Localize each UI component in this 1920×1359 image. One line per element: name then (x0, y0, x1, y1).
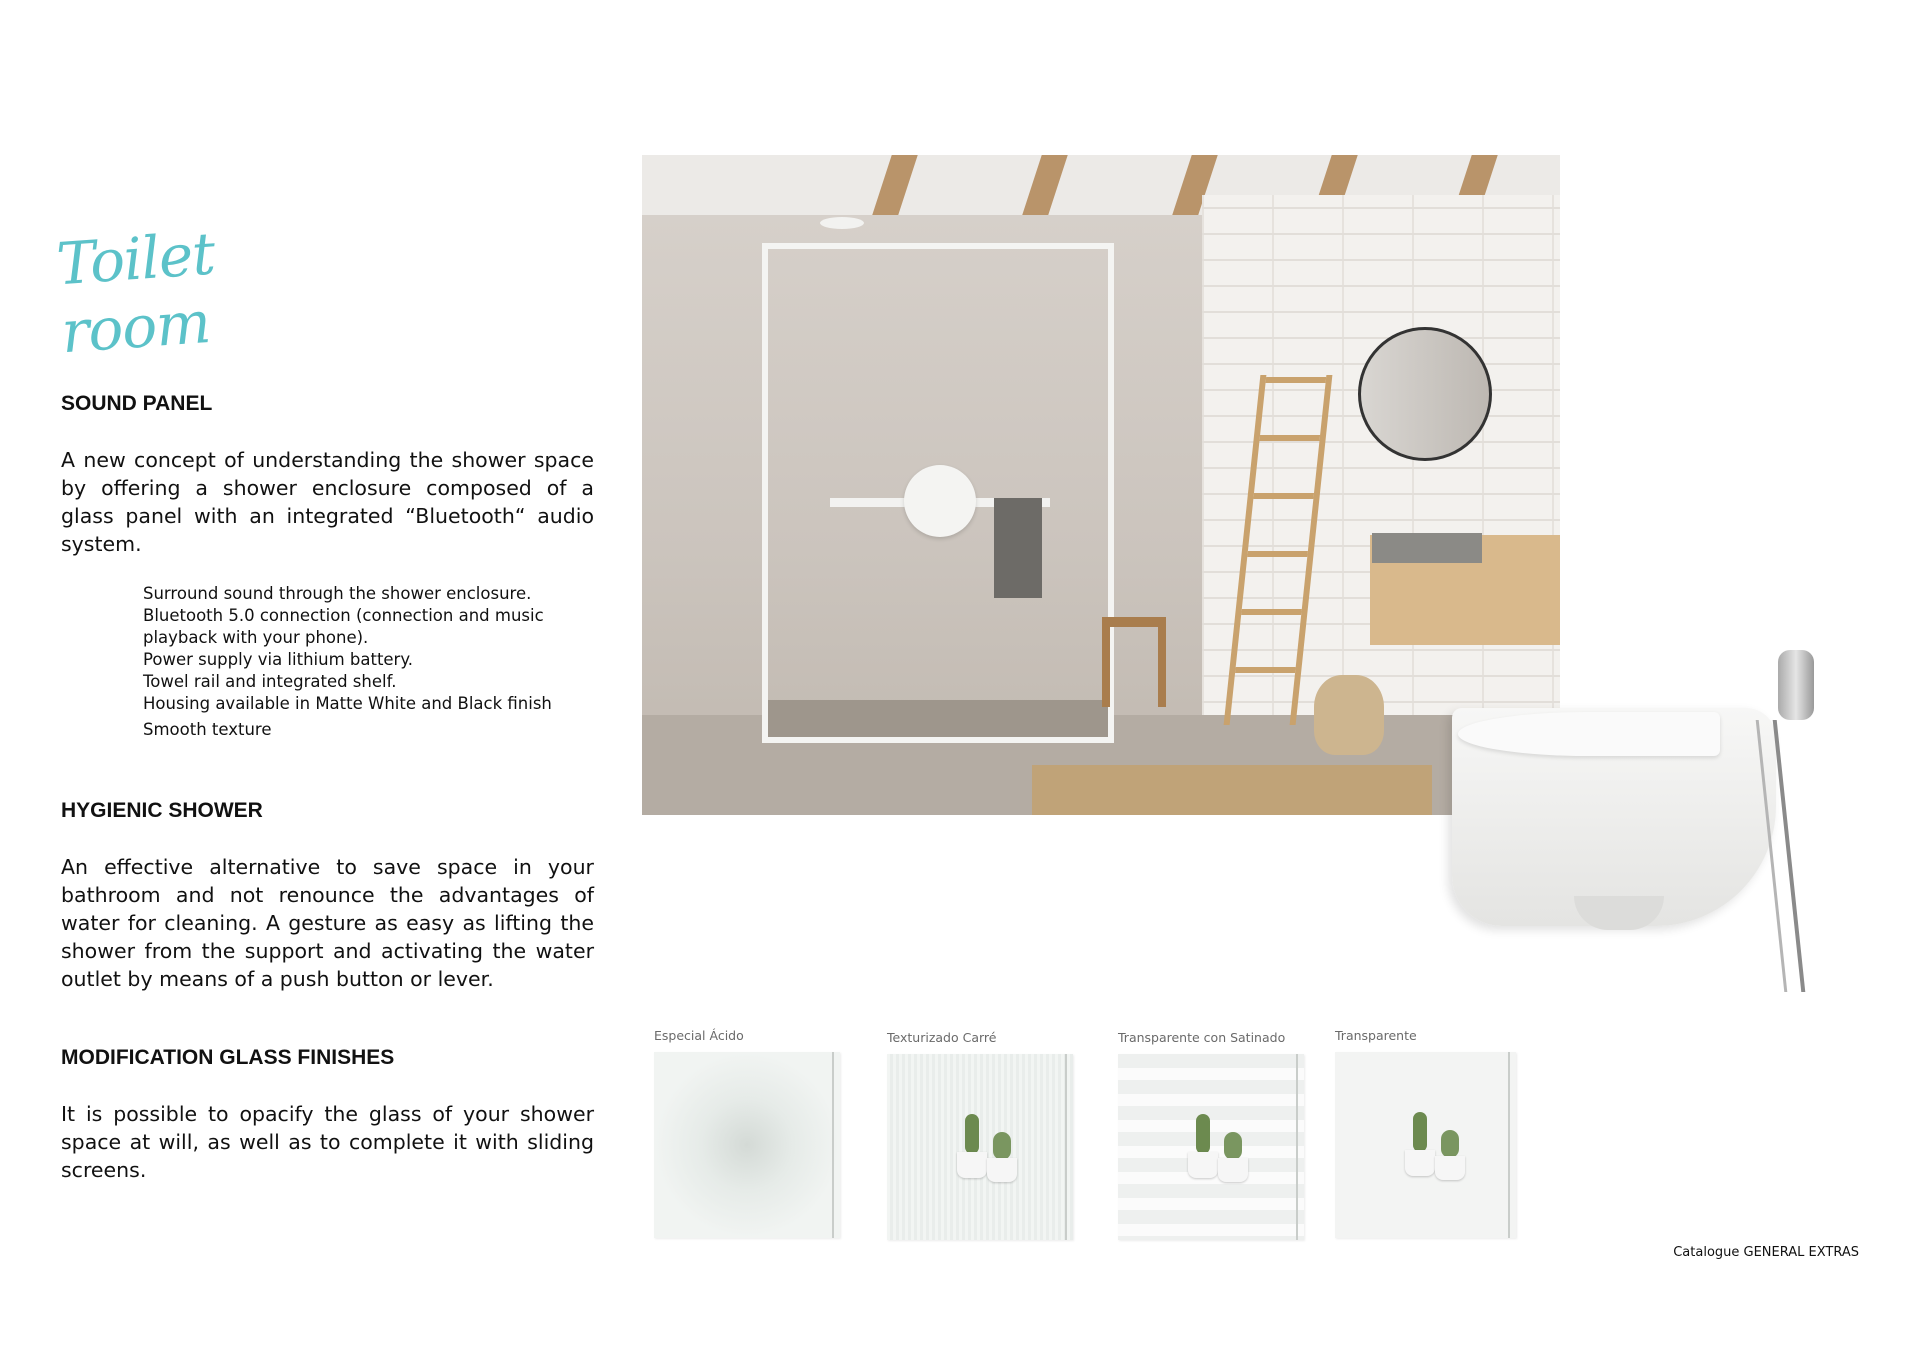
glass-finishes-heading: MODIFICATION GLASS FINISHES (61, 1046, 395, 1069)
bidet-spray-icon (1778, 650, 1814, 720)
sound-panel-description: A new concept of understanding the shower space by offering a shower enclosure composed of a glass panel with an integrated “Bluetooth“ audio system. (61, 448, 594, 556)
feature-line: playback with your phone). (143, 628, 369, 647)
glass-finishes-section (61, 1046, 594, 1184)
hygienic-shower-section (61, 799, 594, 993)
page-title: Toilet room (54, 219, 217, 367)
glass-edge (1296, 1054, 1298, 1240)
rug (1032, 765, 1432, 815)
cactus-icon (1188, 1114, 1258, 1184)
glass-sample-label: Transparente (1335, 1028, 1417, 1043)
glass-sample-label: Especial Ácido (654, 1028, 744, 1043)
towel (994, 498, 1042, 598)
glass-edge (832, 1052, 834, 1238)
sound-panel-heading: SOUND PANEL (61, 392, 213, 415)
hygienic-shower-heading: HYGIENIC SHOWER (61, 799, 263, 822)
glass-sample-label: Texturizado Carré (887, 1030, 997, 1045)
bathroom-hero-image (642, 155, 1560, 815)
feature-line: Housing available in Matte White and Black finish (143, 694, 552, 713)
feature-line: Power supply via lithium battery. (143, 650, 414, 669)
sound-panel-section (61, 392, 594, 558)
toilet-lid (1458, 712, 1720, 756)
glass-sample-especial-acido (654, 1052, 840, 1238)
glass-sample-label: Transparente con Satinado (1118, 1030, 1286, 1045)
feature-line: Bluetooth 5.0 connection (connection and music (143, 606, 544, 625)
showerhead-icon (820, 217, 864, 229)
speaker-disc (904, 465, 976, 537)
cactus-icon (1405, 1112, 1475, 1182)
cactus-icon (957, 1114, 1027, 1184)
hygienic-shower-description: An effective alternative to save space in your bathroom and not renounce the advantages of water for cleaning. A gesture as easy as lifting the shower from the support and activating the water outlet by means of a push button or lever. (61, 855, 594, 991)
glass-edge (1065, 1054, 1067, 1240)
glass-edge (1508, 1052, 1510, 1238)
feature-line: Smooth texture (143, 720, 272, 739)
feature-line: Surround sound through the shower enclosure. (143, 584, 532, 603)
sound-panel-features (143, 583, 603, 741)
glass-sample-transparente-con-satinado (1118, 1054, 1304, 1240)
feature-line: Towel rail and integrated shelf. (143, 672, 397, 691)
stone-basin (1372, 533, 1482, 563)
round-mirror (1358, 327, 1492, 461)
catalogue-footer: Catalogue GENERAL EXTRAS (1673, 1245, 1859, 1260)
vase (1314, 675, 1384, 755)
glass-finishes-description: It is possible to opacify the glass of your shower space at will, as well as to complete it with sliding screens. (61, 1102, 594, 1182)
glass-sample-transparente (1335, 1052, 1516, 1238)
glass-sample-texturizado-carre (887, 1054, 1073, 1240)
wooden-stool (1102, 617, 1166, 707)
